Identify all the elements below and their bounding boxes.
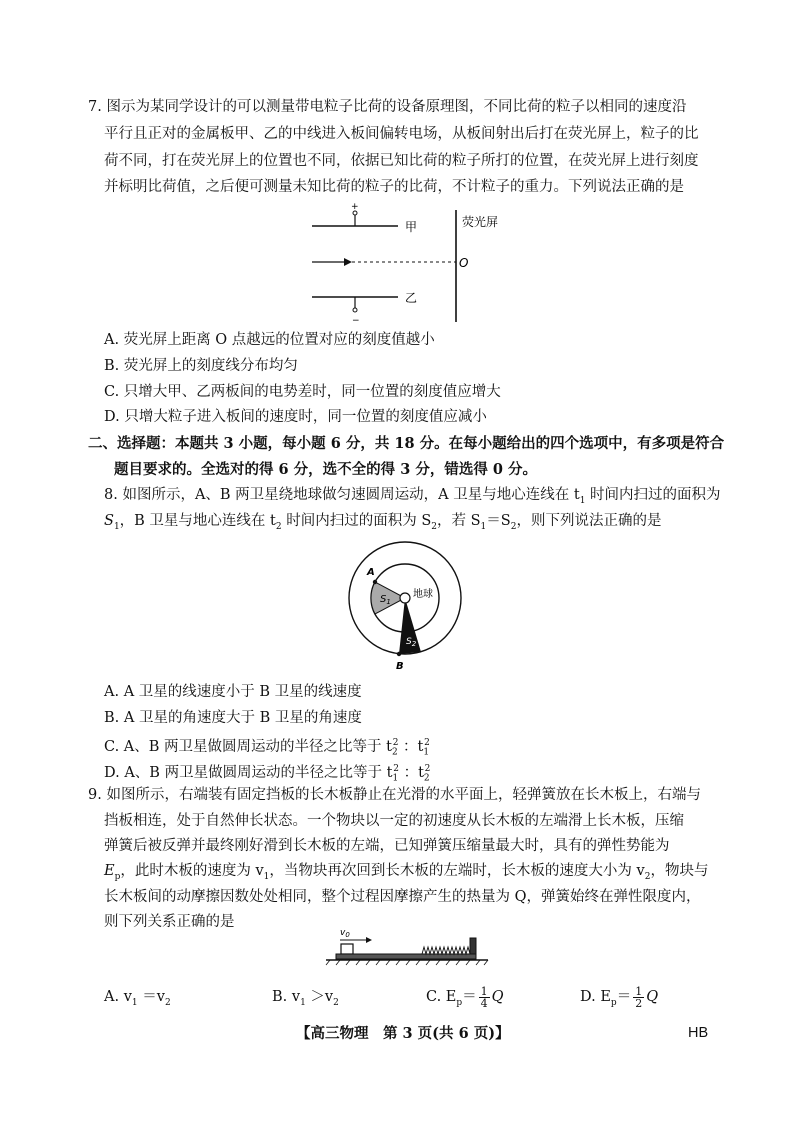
q9-line-1: 9. 如图所示，右端装有固定挡板的长木板静止在光滑的水平面上，轻弹簧放在长木板上，右端与 bbox=[88, 787, 701, 803]
q7-option-c: C. 只增大甲、乙两板间的电势差时，同一位置的刻度值应增大 bbox=[104, 384, 501, 400]
plate-b-label: 乙 bbox=[405, 291, 418, 305]
earth-label: 地球 bbox=[413, 589, 433, 600]
arrow-right-icon bbox=[344, 258, 352, 266]
minus-sign: − bbox=[352, 316, 360, 325]
screen-label: 荧光屏 bbox=[462, 215, 499, 229]
spring bbox=[422, 947, 470, 954]
q9-board-figure bbox=[322, 924, 492, 970]
fraction-one-half: $\frac{1}{2}$ bbox=[635, 984, 643, 1010]
section-2-line-1: 二、选择题：本题共 3 小题，每小题 6 分，共 18 分。在每小题给出的四个选项中，有多项是符合 bbox=[88, 435, 725, 452]
point-o-label: O bbox=[459, 256, 469, 270]
page-footer-code: HB bbox=[688, 1025, 709, 1041]
q7-line-2: 平行且正对的金属板甲、乙的中线进入板间偏转电场，从板间射出后打在荧光屏上，粒子的比 bbox=[104, 126, 699, 142]
q8-line-1: 8. 如图所示，A、B 两卫星绕地球做匀速圆周运动，A 卫星与地心连线在 $t_1$ 时间内扫过的面积为 bbox=[104, 487, 721, 506]
q7-deflection-figure bbox=[300, 200, 520, 325]
q9-line-5: 长木板间的动摩擦因数处处相同，整个过程因摩擦产生的热量为 Q，弹簧始终在弹性限度内， bbox=[104, 889, 701, 905]
v0-label: $v_0$ bbox=[340, 928, 350, 939]
baffle bbox=[470, 938, 476, 954]
q7-option-b: B. 荧光屏上的刻度线分布均匀 bbox=[104, 358, 298, 374]
plate-a-label: 甲 bbox=[405, 220, 418, 234]
q7-option-a: A. 荧光屏上距离 O 点越远的位置对应的刻度值越小 bbox=[104, 332, 435, 348]
q7-line-1: 7. 图示为某同学设计的可以测量带电粒子比荷的设备原理图，不同比荷的粒子以相同的速度沿 bbox=[88, 99, 687, 115]
q8-orbit-figure bbox=[335, 540, 475, 674]
q9-line-3: 弹簧后被反弹并最终刚好滑到长木板的左端，已知弹簧压缩量最大时，具有的弹性势能为 bbox=[104, 838, 670, 854]
s1-label: $S_1$ bbox=[380, 594, 391, 606]
section-2-line-2: 题目要求的。全选对的得 6 分，选不全的得 3 分，错选得 0 分。 bbox=[114, 461, 538, 478]
arrow-right-icon bbox=[366, 937, 372, 943]
q9-option-d: D. $E_p=$ $\frac{1}{2}$ Q bbox=[580, 984, 659, 1010]
s2-label: $S_2$ bbox=[406, 637, 417, 648]
q8-line-2: $S_1$，B 卫星与地心连线在 $t_2$ 时间内扫过的面积为 $S_2$，若 $S_1=S_2$，则下列说法正确的是 bbox=[104, 513, 662, 532]
q7-option-d: D. 只增大粒子进入板间的速度时，同一位置的刻度值应减小 bbox=[104, 409, 487, 425]
satellite-b-label: B bbox=[396, 661, 404, 672]
q7-line-3: 荷不同，打在荧光屏上的位置也不同，依据已知比荷的粒子所打的位置，在荧光屏上进行刻度 bbox=[104, 153, 699, 169]
satellite-a bbox=[373, 580, 377, 584]
q9-line-4: $E_p$，此时木板的速度为 $v_1$，当物块再次回到长木板的左端时，长木板的速度大小为 $v_2$，物块与 bbox=[104, 863, 709, 882]
q9-line-6: 则下列关系正确的是 bbox=[104, 914, 235, 930]
q8-option-c: C. A、B 两卫星做圆周运动的半径之比等于 $t_2^2$ ：$t_1^2$ bbox=[104, 738, 430, 758]
q9-option-c: C. $E_p=$ $\frac{1}{4}$ Q bbox=[426, 984, 504, 1010]
long-board bbox=[336, 954, 476, 959]
block bbox=[341, 944, 353, 954]
ground-hatch bbox=[326, 960, 488, 965]
q9-line-2: 挡板相连，处于自然伸长状态。一个物块以一定的初速度从长木板的左端滑上长木板，压缩 bbox=[104, 813, 684, 829]
q7-line-4: 并标明比荷值，之后便可测量未知比荷的粒子的比荷，不计粒子的重力。下列说法正确的是 bbox=[104, 179, 684, 195]
q8-option-d: D. A、B 两卫星做圆周运动的半径之比等于 $t_1^2$ ：$t_2^2$ bbox=[104, 764, 431, 784]
earth-icon bbox=[400, 593, 410, 603]
q9-option-b: B. $v_1 >v_2$ bbox=[272, 989, 339, 1008]
q9-option-a: A. $v_1 =v_2$ bbox=[104, 989, 171, 1008]
satellite-a-label: A bbox=[367, 567, 375, 578]
q8-option-b: B. A 卫星的角速度大于 B 卫星的角速度 bbox=[104, 710, 362, 726]
fraction-one-quarter: $\frac{1}{4}$ bbox=[480, 984, 488, 1010]
plate-b-terminal bbox=[353, 308, 357, 312]
plus-sign: + bbox=[351, 202, 359, 212]
page-footer-label: 【高三物理 第 3 页(共 6 页)】 bbox=[296, 1025, 510, 1042]
satellite-b bbox=[397, 652, 401, 656]
q8-option-a: A. A 卫星的线速度小于 B 卫星的线速度 bbox=[104, 684, 362, 700]
